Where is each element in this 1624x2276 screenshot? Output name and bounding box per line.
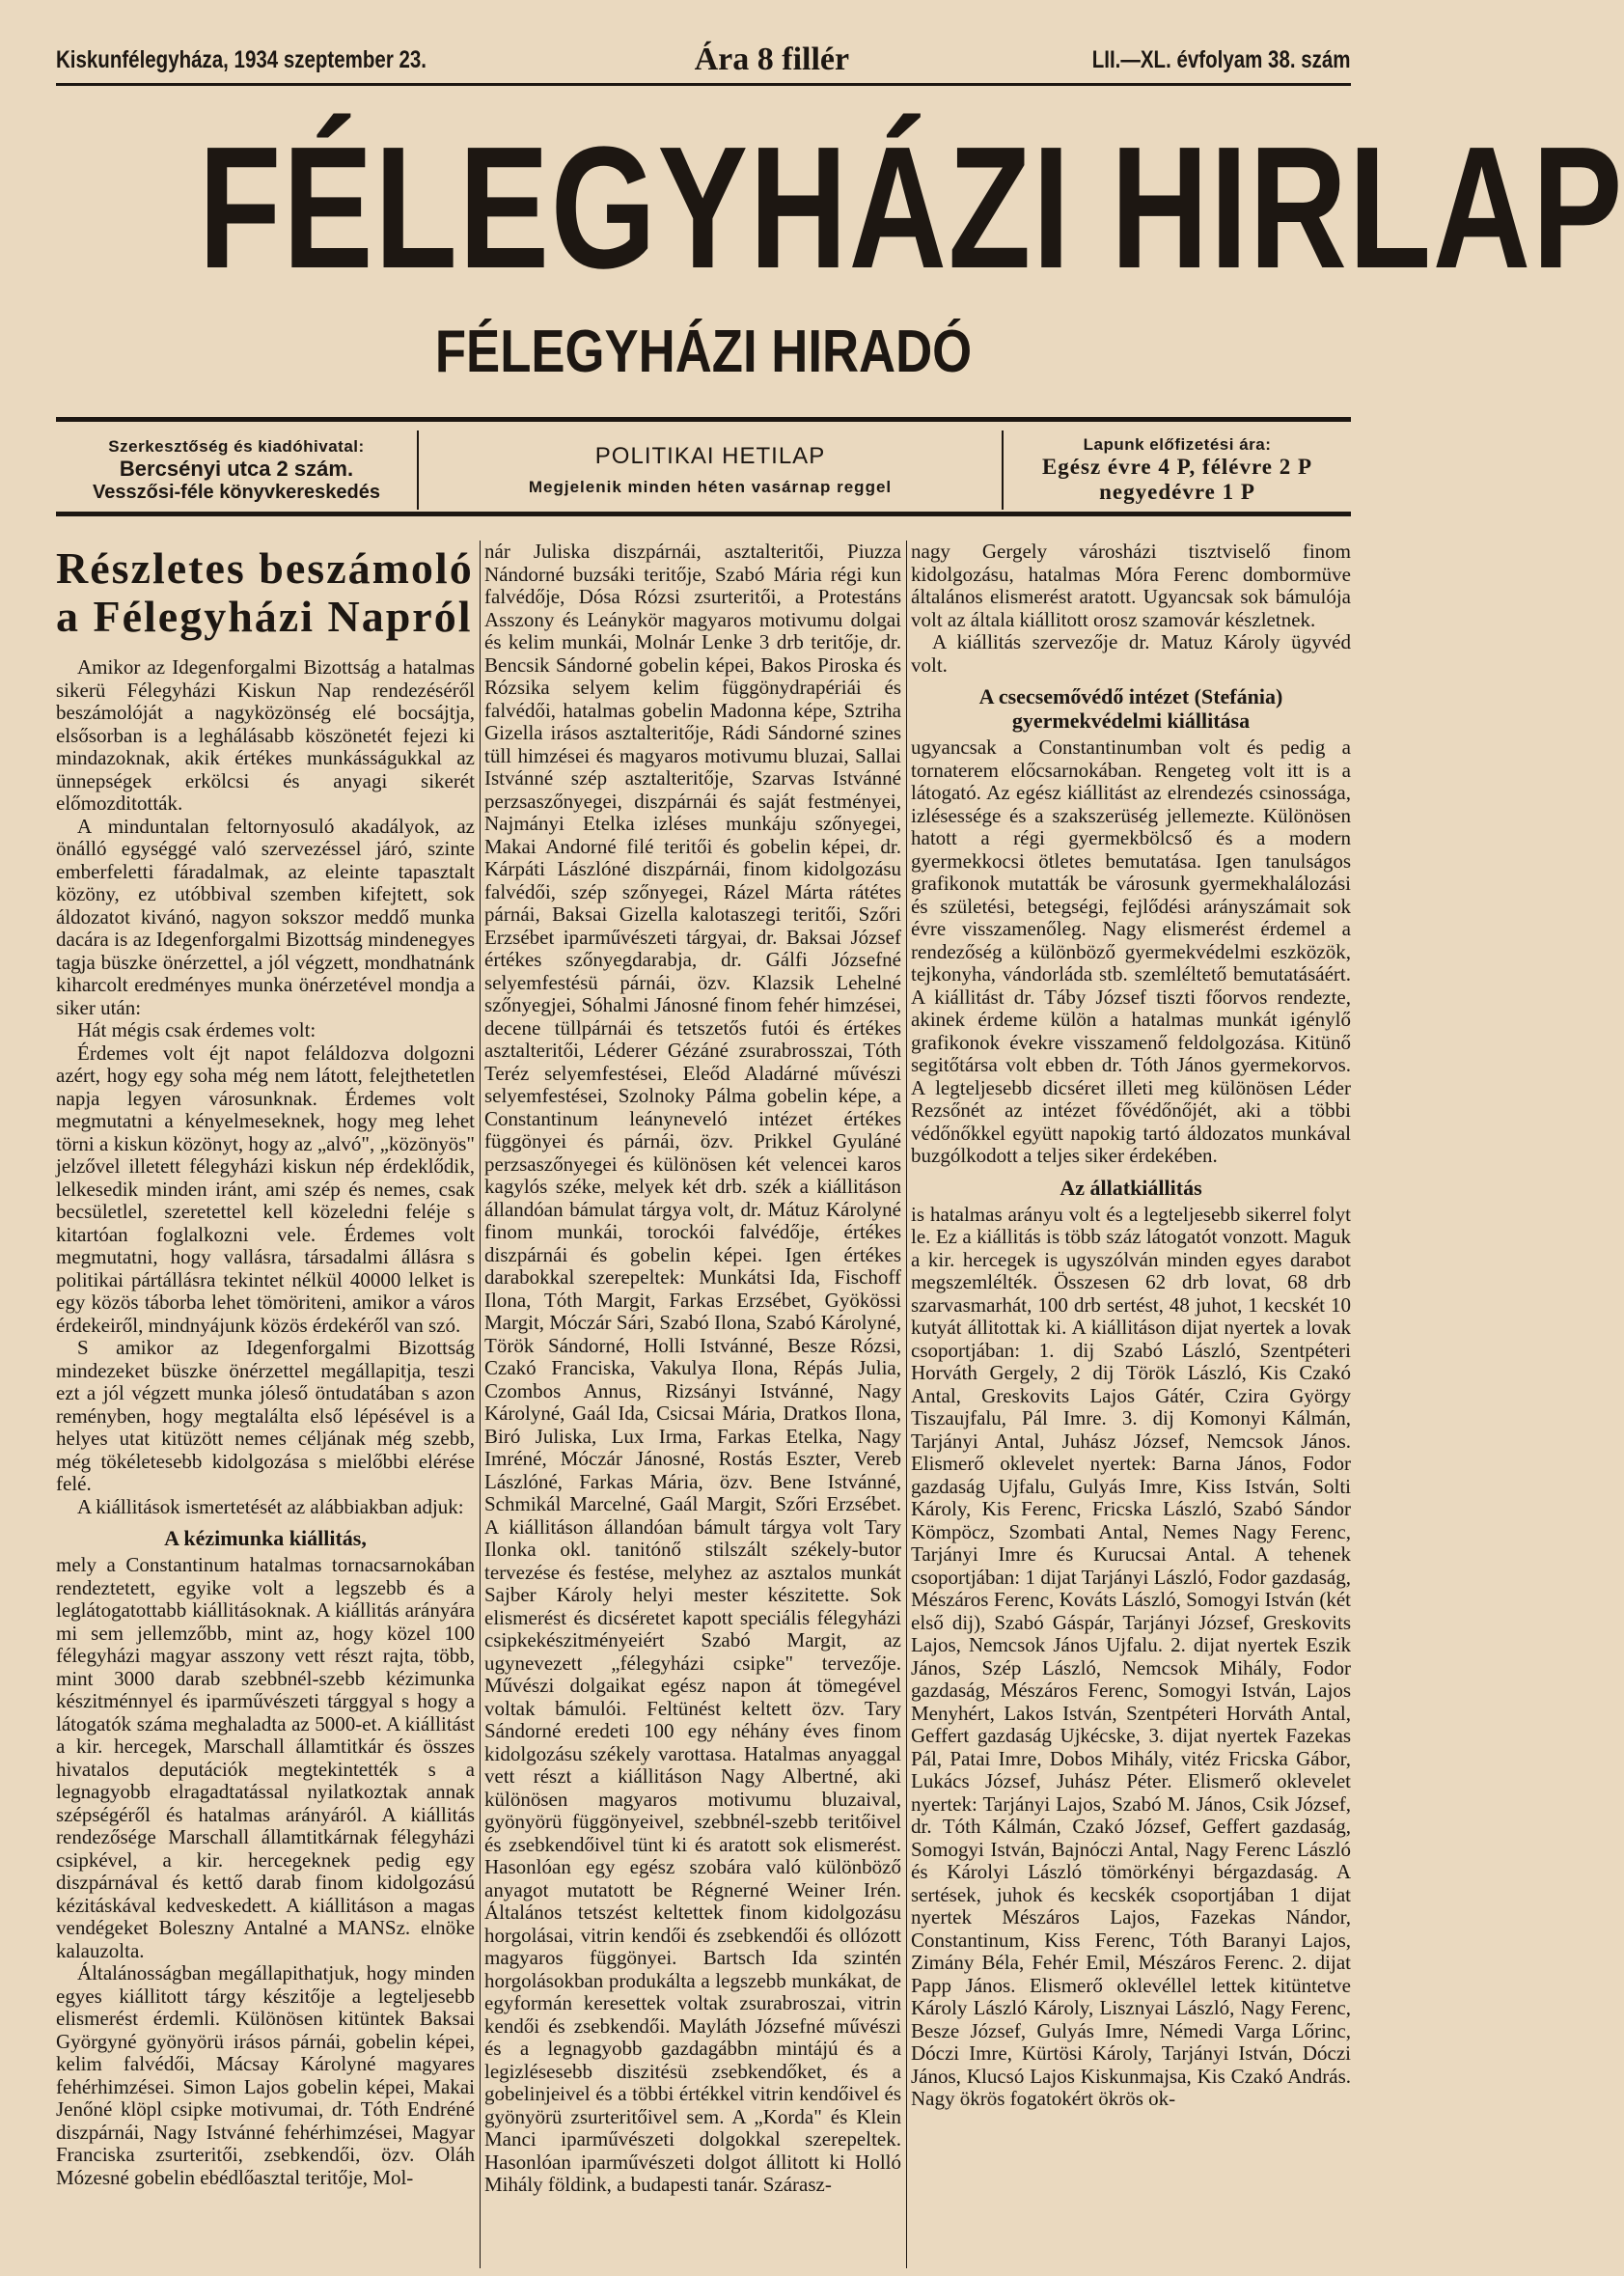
price-label: Lapunk előfizetési ára: bbox=[1083, 435, 1272, 454]
paragraph: nár Juliska diszpárnái, asztalteritői, Piuzza Nándorné buzsáki teritője, Szabó Mária régi kun falvédője, Dósa Rózsi zsurteritői, a Protestáns Asszony és Leánykör magyaros motivumu dolgai és kelim munkái, Molnár Lenke 3 drb teritője, dr. Bencsik Sándorné gobelin képei, Bakos Piroska és Rózsika selyem kelim függönydrapériái és falvédői, hatalmas gobelin Madonna képe, Sztriha Gizella irásos asztalteritője, Rádi Sándorné szines tüll himzései és magyaros motivumu bluzai, Sallai Istvánné szép asztalteritője, Szarvas Istvánné perzsaszőnyegei, diszpárnái és saját festményei, Najmányi Etelka izléses munkáju szőnyegei, Makai Andorné filé teritői és gobelin képei, dr. Kárpáti Lászlóné diszpárnái, finom kidolgozásu falvédői, szép szőnyegei, Rázel Márta rátétes párnái, Baksai Gizella kalotaszegi teritői, Szőri Erzsébet iparművészeti tárgyai, dr. Baksai József értékes szőnyegdarabja, dr. Gálfi Józsefné selyemfestésü párnái, özv. Klazsik Lehelné szőnyegjei, Sóhalmi Jánosné finom fehér himzései, decene tüllpárnái és tetszetős futói és értékes asztalteritői, Léderer Gézáné zsurabrosszai, Tóth Teréz selyemfestései, Eleőd Aladárné művészi selyemfestései, Szolnoky Pálma gobelin képe, a Constantinum leányneveló intézet értékes függönyei és párnái, özv. Prikkel Gyuláné perzsaszőnyegei és különösen két velencei karos kagylós széke, melyek két drb. szék a kiállitáson állandóan bámulat tárgya volt, dr. Mátuz Károlyné finom munkái, torockói falvédője, értékes diszpárnái és gobelin képei. Igen értékes darabokkal szerepeltek: Munkátsi Ida, Fischoff Ilona, Tóth Margit, Farkas Erzsébet, Gyökössi Margit, Móczár Sári, Szabó Ilona, Szabó Károlyné, Török Sándorné, Holli Istvánné, Besze Rózsi, Czakó Franciska, Vakulya Ilona, Répás Julia, Czombos Annus, Rizsányi Istvánné, Nagy Károlyné, Gaál Ida, Csicsai Mária, Dratkos Ilona, Biró Juliska, Lux Irma, Farkas Etelka, Nagy Imréné, Móczár Jánosné, Rostás Eszter, Vereb Lászlóné, Farkas Mária, özv. Bene Istvánné, Schmikál Marcelné, Gaál Margit, Szőri Erzsébet. A kiállitáson állandóan bámult tárgya volt Tary Ilonka okl. tanitónő stilszált székely-butor tervezése és festése, melyhez az asztalos munkát Sajber Károly helyi mester készitette. Sok elismerést és dicséretet kapott speciális félegyházi csipkekészitményeiért Szabó Margit, az ugynevezett „félegyházi csipke" tervezője. Művészi dolgaikat egész napon át tömegével voltak bámulói. Feltünést keltett özv. Tary Sándorné eredeti 100 egy néhány éves finom kidolgozásu székely varottasa. Hatalmas anyaggal vett részt a kiállitáson Nagy Albertné, aki különösen magyaros motivumu bluzaival, gyönyörü függönyeivel, szebbnél-szebb teritőivel és zsebkendőivel tünt ki és aratott sok elismerést. Hasonlóan egy egész szobára való különböző anyagot mutatott be Régnerné Weiner Irén. Általános tetszést keltettek finom kidolgozásu horgolásai, vitrin kendői és zsebkendői és ollózott magyaros függönyei. Bartsch Ida szintén horgolásokban produkálta a legszebb munkákat, de egyformán keresettek voltak zsurabroszai, vitrin kendői és zsebkendői. Mayláth Józsefné művészi és a legnagyobb gazdagábbn mintájú és a legizlésesebb diszitésü zsebkendőket, és a gobelinjeivel és a többi értékkel vitrin kendőivel és gyönyörü zsurteritőivel sem. A „Korda" és Klein Manci iparművészeti dolgokkal szerepeltek. Hasonlóan iparművészeti dolgot állitott ki Holló Mihály földink, a budapesti tanár. Szárasz- bbox=[484, 540, 901, 2196]
paragraph: Hát mégis csak érdemes volt: bbox=[77, 1018, 317, 1041]
office-shop: Vesszősi-féle könyvkereskedés bbox=[93, 481, 380, 503]
section-title: Az állatkiállitás bbox=[1060, 1175, 1202, 1200]
paragraph: nagy Gergely városházi tisztviselő finom kidolgozásu, hatalmas Móra Ferenc dombormüve általános elismerést aratott. Ugyancsak sok bámulója volt az általa kiállitott orosz szamovár készletnek. bbox=[911, 540, 1351, 631]
schedule: Megjelenik minden héten vasárnap reggel bbox=[528, 478, 893, 496]
section-title: A kézimunka kiállitás, bbox=[164, 1526, 367, 1550]
column-divider bbox=[480, 541, 481, 2268]
info-bottom-rule bbox=[56, 512, 1351, 516]
office-address: Bercsényi utca 2 szám. bbox=[119, 456, 354, 481]
column-3 bbox=[911, 541, 1351, 2268]
column-2 bbox=[484, 541, 901, 2268]
column-1 bbox=[56, 541, 475, 2268]
price-line-2: negyedévre 1 P bbox=[1099, 480, 1255, 504]
office-label: Szerkesztőség és kiadóhivatal: bbox=[108, 436, 365, 456]
paragraph: A kiállitás szervezője dr. Matuz Károly ügyvéd volt. bbox=[911, 630, 1351, 677]
place-date: Kiskunfélegyháza, 1934 szeptember 23. bbox=[56, 45, 427, 73]
paragraph: A minduntalan feltornyosuló akadályok, az önálló egységgé való szervezéssel járó, szinte emberfeletti fáradalmak, az eleinte tapasztalt közöny, ez utóbbival szemben kifejtett, sok áldozatot kivánó, nagyon sokszor meddő munka dacára is az Idegenforgalmi Bizottság mindenegyes tagja büszke önérzettel, a jól végzett, mondhatnánk kiharcolt eredményes munka önérzetével mondja a siker után: bbox=[56, 814, 475, 1019]
paragraph: Általánosságban megállapithatjuk, hogy minden egyes kiállitott tárgy készitője a legteljesebb elismerést érdemli. Különösen kitüntek Baksai Györgyné gyönyörü irásos párnái, gobelin képei, kelim falvédői, Mácsay Károlyné magyares fehérhimzései. Simon Lajos gobelin képei, Makai Jenőné klöpl csipke motivumai, dr. Tóth Endréné diszpárnái, Nagy Istvánné fehérhimzései, Magyar Franciska zsurteritői, zsebkendői, özv. Oláh Mózesné gobelin ebédlőasztal teritője, Mol- bbox=[56, 1961, 475, 2189]
article-headline: Részletes beszámoló a Félegyházi Napról bbox=[56, 543, 474, 641]
paragraph: Érdemes volt éjt napot feláldozva dolgozni azért, hogy egy soha még nem látott, felejthetetlen napja legyen városunknak. Érdemes volt megmutatni a kényelmeseknek, hogy meg lehet törni a kiskun közönyt, hogy az „alvó", „közönyös" jelzővel illetett félegyházi kiskun nép érdeklődik, lelkesedik minden iránt, ami szép és nemes, csak becsületlel, szeretettel kell közeledni feléje s kitartóan foglalkozni vele. Érdemes volt megmutatni, hogy vallásra, társadalmi állásra s politikai pártállásra tekintet nélkül 40000 lelket is egy közös táborba lehet tömöriteni, amikor a város érdekeiről, mindnyájunk közös érdekéről van szó. bbox=[56, 1041, 475, 1337]
paragraph: ugyancsak a Constantinumban volt és pedig a tornaterem előcsarnokában. Rengeteg volt itt is a látogató. Az egész kiállitást az elrendezés csinossága, izlésessége és a szakszerüség jellemezte. Különösen hatott a régi gyermekbölcső és a modern gyermekkocsi ötletes bemutatása. Igen tanulságos grafikonok mutatták be városunk gyermekhalálozási és születési, betegségi, fejlődési arányszámait sok évre visszamenőleg. Nagy elismerést érdemel a rendezőség a különböző gyermekvédelmi eszközök, tejkonyha, vándorláda stb. szemléltető bemutatásáért. A kiállitást dr. Táby József tiszti főorvos rendezte, akinek érdeme külön a hatalmas munkát igénylő grafikonok évekre visszamenő feldolgozása. Kitünő segitőtársa volt ebben dr. Tóth János gyermekorvos. A legteljesebb dicséret illeti meg különösen Léder Rezsőnét az intézet fővédőnőjét, aki a többi védőnőkkel együtt napokig tartó áldozatos munkával buzgólkodott a teljes siker érdekében. bbox=[911, 736, 1351, 1167]
paragraph: is hatalmas arányu volt és a legteljesebb sikerrel folyt le. Ez a kiállitás is több száz látogatót vonzott. Maguk a kir. hercegek is ugyszólván minden egyes darabot megszemlélték. Összesen 62 drb lovat, 68 drb szarvasmarhát, 100 drb sertést, 48 juhot, 1 kecskét 10 kutyát állitottak ki. A kiállitáson dijat nyertek a lovak csoportjában: 1. dij Szabó László, Szentpéteri Horváth Gergely, 2 dij Török László, Kis Czakó Antal, Greskovits Lajos Gátér, Czira György Tiszaujfalu, Pál Imre. 3. dij Komonyi Kálmán, Tarjányi Antal, Juhász József, Nemcsok János. Elismerő oklevelet nyertek: Barna János, Fodor gazdaság Ujfalu, Gulyás Imre, Kiss István, Solti Károly, Kis Ferenc, Fricska László, Szabó Sándor Kömpöcz, Szombati Antal, Nemes Nagy Ferenc, Tarjányi Imre és Kurucsai Antal. A tehenek csoportjában: 1 dijat Tarjányi László, Fodor gazdaság, Mészáros Ferenc, Kováts László, Somogyi István (két első dij), Szabó Gáspár, Tarjányi József, Greskovits Lajos, Nemcsok János Ujfalu. 2. dijat nyertek Eszik János, Szép László, Nemcsok Mihály, Fodor gazdaság, Mészáros Ferenc, Somogyi István, Lajos Menyhért, Lakos István, Szentpéteri Horváth Antal, Geffert gazdaság Ujkécske, 3. dijat nyertek Fazekas Pál, Patai Imre, Dobos Mihály, vitéz Fricska Gábor, Lukács József, Juhász Péter. Elismerő oklevelet nyertek: Tarjányi Lajos, Szabó M. János, Csik József, dr. Tóth Kálmán, Czakó József, Geffert gazdaság, Somogyi István, Bajnóczi Antal, Nagy Ferenc László és Károlyi László tömörkényi bérgazdaság. A sertések, juhok és kecskék csoportjában 1 dijat nyertek Mészáros Lajos, Fazekas Nándor, Constantinum, Kiss Ferenc, Tóth Baranyi Lajos, Zimány Béla, Fehér Emil, Mészáros Ferenc. 2. dijat Papp János. Elismerő oklevéllel lettek kitüntetve Károly László Károly, Lisznyai László, Nagy Ferenc, Besze József, Gulyás Imre, Némedi Varga Lőrinc, Dóczi Imre, Kürtösi Károly, Tarjányi István, Dóczi János, Klucsó Lajos Kiskunmajsa, Kis Czakó András. Nagy ökrös fogatokért ökrös ok- bbox=[911, 1202, 1351, 2110]
info-top-rule bbox=[56, 417, 1351, 422]
paragraph: Amikor az Idegenforgalmi Bizottság a hatalmas sikerü Félegyházi Kiskun Nap rendezéséről beszámolóját a nagyközönség elé bocsájtja, elsősorban is a leghálásabb köszönetét fejezi ki mindazoknak, akik értékes munkásságukkal az ünnepségek erkölcsi és anyagi sikerét előmozditották. bbox=[56, 655, 475, 815]
paragraph: S amikor az Idegenforgalmi Bizottság mindezeket büszke önérzettel megállapitja, teszi ezt a jól végzett munka jóleső öntudatában s azon reményben, hogy megtalálta első lépésével is a helyes utat kitüzött nemes céljának még szebb, még tökéletesebb kidolgozása s mielőbbi elérése felé. bbox=[56, 1336, 475, 1495]
paper-type: POLITIKAI HETILAP bbox=[594, 443, 826, 469]
masthead-subtitle: FÉLEGYHÁZI HIRADÓ bbox=[434, 319, 973, 385]
article-columns bbox=[56, 541, 1351, 2268]
header-line bbox=[56, 41, 1351, 79]
volume-number: LII.—XL. évfolyam 38. szám bbox=[1092, 45, 1351, 73]
office-box bbox=[56, 430, 419, 510]
column-divider bbox=[906, 541, 907, 2268]
price: Ára 8 fillér bbox=[694, 42, 850, 77]
section-title: A csecsemővédő intézet (Stefánia) gyermekvédelmi kiállitása bbox=[978, 684, 1283, 733]
info-bar bbox=[56, 430, 1351, 510]
paragraph: A kiállitások ismertetését az alábbiakban adjuk: bbox=[77, 1494, 464, 1518]
masthead-title: FÉLEGYHÁZI HIRLAP bbox=[198, 111, 1624, 305]
subscription-box bbox=[1004, 430, 1351, 510]
top-rule bbox=[56, 83, 1351, 86]
paper-type-box bbox=[419, 430, 1004, 510]
paragraph: mely a Constantinum hatalmas tornacsarnokában rendeztetett, egyike volt a legszebb és a leglátogatottabb kiállitásoknak. A kiállitás arányára mi sem jellemzőbb, mint az, hogy közel 100 félegyházi magyar asszony vett részt rajta, több, mint 3000 darab szebbnél-szebb kézimunka készitménnyel és iparművészeti tárggyal s hogy a látogatók száma meghaladta az 5000-et. A kiállitást a kir. hercegek, Marschall államtitkár és összes hivatalos deputációk megtekintették s a legnagyobb elragadtatással nyilatkoztak annak szépségéről és hatalmas arányáról. A kiállitás rendezősége Marschall államtitkárnak félegyházi csipkével, a kir. hercegeknek pedig egy diszpárnával és kettő darab finom kidolgozású kézitáskával kedveskedett. A kiállitáson a magas vendégeket Boleszny Antalné a MANSz. elnöke kalauzolta. bbox=[56, 1553, 475, 1962]
price-line-1: Egész évre 4 P, félévre 2 P bbox=[1041, 455, 1313, 479]
